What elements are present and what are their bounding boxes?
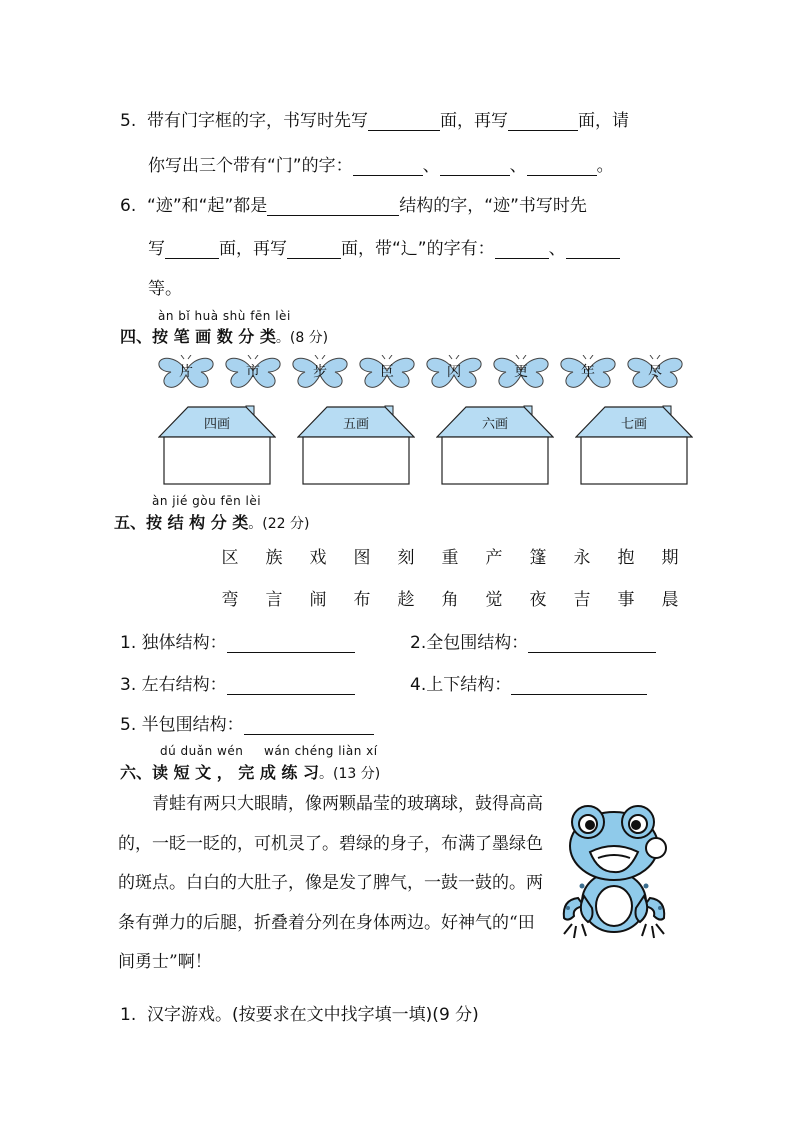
char-row-1: [208, 543, 692, 568]
q6-line2: [148, 234, 620, 259]
sec5-note: 。(22 分): [248, 516, 310, 532]
q6-text-d: 面，再写: [219, 239, 287, 259]
sec5-item-4: [410, 670, 647, 695]
separator: 、: [509, 156, 527, 176]
char-row-2: [208, 585, 692, 610]
period: 。: [596, 156, 614, 176]
item-label: 全包围结构：: [426, 633, 529, 653]
q6-line1: [120, 191, 587, 216]
sec6-note: 。(13 分): [319, 766, 381, 782]
answer-blank[interactable]: [244, 716, 374, 735]
butterfly-char: 市: [246, 364, 260, 380]
sec5-item-1: [120, 628, 355, 653]
item-number: 2.: [410, 633, 427, 653]
question-text: 汉字游戏。(按要求在文中找字填一填)(9 分): [147, 1005, 479, 1025]
sort-char: 夜: [529, 590, 547, 610]
q5-text-a: 带有门字框的字，书写时先写: [147, 111, 369, 131]
house-label: 四画: [203, 417, 230, 432]
butterfly-char: 片: [179, 364, 193, 380]
butterfly-card[interactable]: [492, 355, 550, 389]
q5-blank-2[interactable]: [508, 112, 578, 131]
q5-text-b: 面，再写: [440, 111, 509, 131]
butterfly-char: 尽: [648, 364, 662, 380]
house-label: 五画: [342, 417, 369, 432]
butterfly-char: 年: [581, 364, 595, 380]
sort-char: 篷: [529, 548, 547, 568]
q6-text-a: “迹”和“起”都是: [147, 196, 268, 216]
sec4-title: 四、按 笔 画 数 分 类: [120, 327, 276, 346]
sort-char: 重: [441, 548, 459, 568]
passage: 青蛙有两只大眼睛，像两颗晶莹的玻璃球，鼓得高高的，一眨一眨的，可机灵了。碧绿的身子，布满了墨绿色的斑点。白白的大肚子，像是发了脾气，一鼓一鼓的。两条有弹力的后腿，折叠着分列在身体两边。好神气的“田间勇士”啊！: [118, 794, 543, 972]
butterfly-card[interactable]: [626, 355, 684, 389]
sort-char: 戏: [309, 548, 327, 568]
butterfly-char: 更: [514, 364, 528, 380]
sec5-item-5: [120, 710, 374, 735]
house-box[interactable]: [436, 404, 554, 486]
q6-blank-5[interactable]: [566, 240, 620, 259]
sort-char: 抱: [617, 548, 635, 568]
q5-line2: [148, 151, 614, 176]
question-number: 1.: [120, 1005, 137, 1025]
q5-text-d: 你写出三个带有“门”的字：: [148, 156, 353, 176]
q5-text-c: 面，请: [578, 111, 630, 131]
q6-blank-4[interactable]: [495, 240, 549, 259]
q5-blank-3[interactable]: [353, 157, 423, 176]
answer-blank[interactable]: [227, 676, 355, 695]
butterfly-card[interactable]: [224, 355, 282, 389]
q6-line3: [148, 274, 182, 299]
butterfly-char: 巨: [380, 364, 394, 380]
sec5-item-3: [120, 670, 355, 695]
item-label: 上下结构：: [426, 675, 512, 695]
q5-blank-5[interactable]: [527, 157, 597, 176]
house-box[interactable]: [575, 404, 693, 486]
item-number: 1.: [120, 633, 137, 653]
house-box[interactable]: [158, 404, 276, 486]
separator: 、: [422, 156, 440, 176]
q6-text-c: 写: [148, 239, 165, 259]
butterfly-card[interactable]: [425, 355, 483, 389]
butterfly-card[interactable]: [358, 355, 416, 389]
sort-char: 晨: [661, 590, 679, 610]
q5-blank-1[interactable]: [368, 112, 440, 131]
item-number: 5.: [120, 715, 137, 735]
sec6-title: 六、读 短 文 ， 完 成 练 习: [120, 763, 319, 782]
butterfly-char: 闪: [447, 364, 461, 380]
item-number: 4.: [410, 675, 427, 695]
sec6-pinyin-2: wán chéng liàn xí: [264, 744, 378, 758]
answer-blank[interactable]: [511, 676, 647, 695]
q6-text-b: 结构的字，“迹”书写时先: [399, 196, 587, 216]
sec4-heading: [120, 324, 328, 347]
item-label: 独体结构：: [141, 633, 227, 653]
sec6-q1: [120, 1000, 479, 1025]
sec4-note: 。(8 分): [275, 330, 329, 346]
separator: 、: [548, 239, 566, 259]
item-label: 半包围结构：: [141, 715, 244, 735]
q6-text-e: 面，带“辶”的字有：: [341, 239, 495, 259]
sort-char: 区: [221, 548, 239, 568]
sec5-title: 五、按 结 构 分 类: [114, 513, 249, 532]
sort-char: 布: [353, 590, 371, 610]
sort-char: 吉: [573, 590, 591, 610]
sec5-pinyin: àn jié gòu fēn lèi: [152, 494, 262, 508]
butterfly-char: 步: [313, 364, 327, 380]
sec4-pinyin: àn bǐ huà shù fēn lèi: [158, 309, 291, 323]
sort-char: 刻: [397, 548, 415, 568]
q6-blank-1[interactable]: [267, 197, 399, 216]
frog-illustration: [558, 800, 670, 942]
item-number: 3.: [120, 675, 137, 695]
item-label: 左右结构：: [141, 675, 227, 695]
answer-blank[interactable]: [528, 634, 656, 653]
sort-char: 事: [617, 590, 635, 610]
sort-char: 趁: [397, 590, 415, 610]
sort-char: 族: [265, 548, 283, 568]
house-box[interactable]: [297, 404, 415, 486]
sort-char: 角: [441, 590, 459, 610]
sec6-pinyin-1: dú duǎn wén: [160, 744, 244, 758]
sec6-heading: [120, 760, 380, 783]
sort-char: 闹: [309, 590, 327, 610]
sort-char: 弯: [221, 590, 239, 610]
sort-char: 图: [353, 548, 371, 568]
butterfly-card[interactable]: [559, 355, 617, 389]
sort-char: 觉: [485, 590, 503, 610]
sort-char: 言: [265, 590, 283, 610]
q5-line1: [120, 106, 629, 131]
sec5-item-2: [410, 628, 656, 653]
house-label: 六画: [481, 417, 508, 432]
sort-char: 期: [661, 548, 679, 568]
q5-blank-4[interactable]: [440, 157, 510, 176]
butterfly-card[interactable]: [291, 355, 349, 389]
q5-number: 5.: [120, 111, 137, 131]
q6-blank-2[interactable]: [165, 240, 219, 259]
house-label: 七画: [620, 417, 647, 432]
sort-char: 永: [573, 548, 591, 568]
sort-char: 产: [485, 548, 503, 568]
q6-text-f: 等。: [148, 279, 182, 299]
q6-blank-3[interactable]: [287, 240, 341, 259]
answer-blank[interactable]: [227, 634, 355, 653]
butterfly-card[interactable]: [157, 355, 215, 389]
sec5-heading: [114, 510, 310, 533]
q6-number: 6.: [120, 196, 137, 216]
